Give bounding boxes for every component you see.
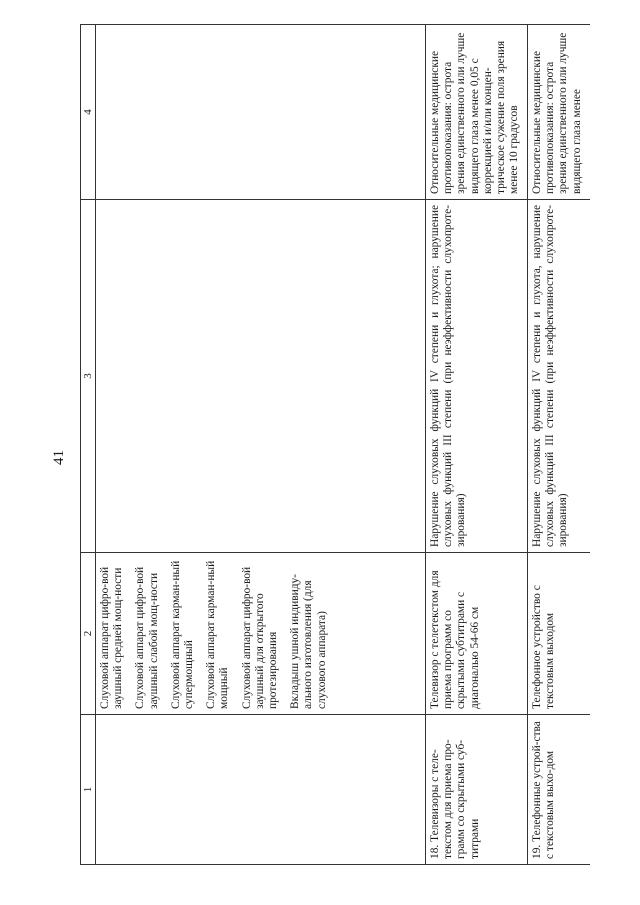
device-cell — [426, 553, 528, 715]
category-cell: 19. Телефонные устрой-ства с текстовым выхо-дом — [528, 715, 590, 865]
device-cell — [96, 553, 426, 715]
table-row — [96, 25, 426, 865]
indication-cell: Нарушение слуховых функций IV степени и глухота; нарушение слуховых функций III степени (при неэффективности слухопроте-зирования) — [426, 200, 528, 553]
category-cell: 18. Телевизоры с теле-текстом для приема про-грамм со скрытыми суб-титрами — [426, 715, 528, 865]
contraindication-cell: Относительные медицинские противопоказания: острота зрения единственного или лучше видящего глаза менее 0,05 с коррекцией и/или концен-трическое сужение поля зрения менее 10 градусов — [426, 25, 528, 200]
indication-cell — [96, 200, 426, 553]
device-item: Слуховой аппарат цифро-вой заушный средней мощ-ности — [99, 566, 125, 709]
table-row — [426, 25, 528, 865]
column-number: 3 — [81, 200, 96, 553]
column-number: 2 — [81, 553, 96, 715]
column-number: 4 — [81, 25, 96, 200]
medical-devices-table — [80, 24, 590, 865]
device-item: Вкладыш ушной индивиду-ального изготовления (для слухового аппарата) — [289, 574, 328, 709]
category-cell — [96, 715, 426, 865]
column-number-row — [81, 25, 96, 865]
column-number: 1 — [81, 715, 96, 865]
device-item: Телевизор с телетекстом для приема программ со скрытыми субтитрами с диагональю 54-66 см — [429, 570, 481, 709]
table-row — [528, 25, 590, 865]
indication-cell: Нарушение слуховых функций IV степени и глухота, нарушение слуховых функций III степени (при неэффективности слухопроте-зирования) — [528, 200, 590, 553]
device-item: Слуховой аппарат карман-ный мощный — [205, 560, 231, 709]
rotated-page — [48, 5, 588, 895]
contraindication-cell — [96, 25, 426, 200]
device-item: Слуховой аппарат цифро-вой заушный для открытого протезирования — [240, 566, 280, 709]
device-item: Слуховой аппарат карман-ный супермощный — [169, 560, 196, 709]
page-number: 41 — [51, 450, 67, 465]
contraindication-cell: Относительные медицинские противопоказания: острота зрения единственного или лучше видящего глаза менее — [528, 25, 590, 200]
device-item: Слуховой аппарат цифро-вой заушный слабой мощ-ности — [134, 566, 160, 709]
device-item: Телефонное устройство с текстовым выходом — [531, 585, 557, 709]
device-cell — [528, 553, 590, 715]
